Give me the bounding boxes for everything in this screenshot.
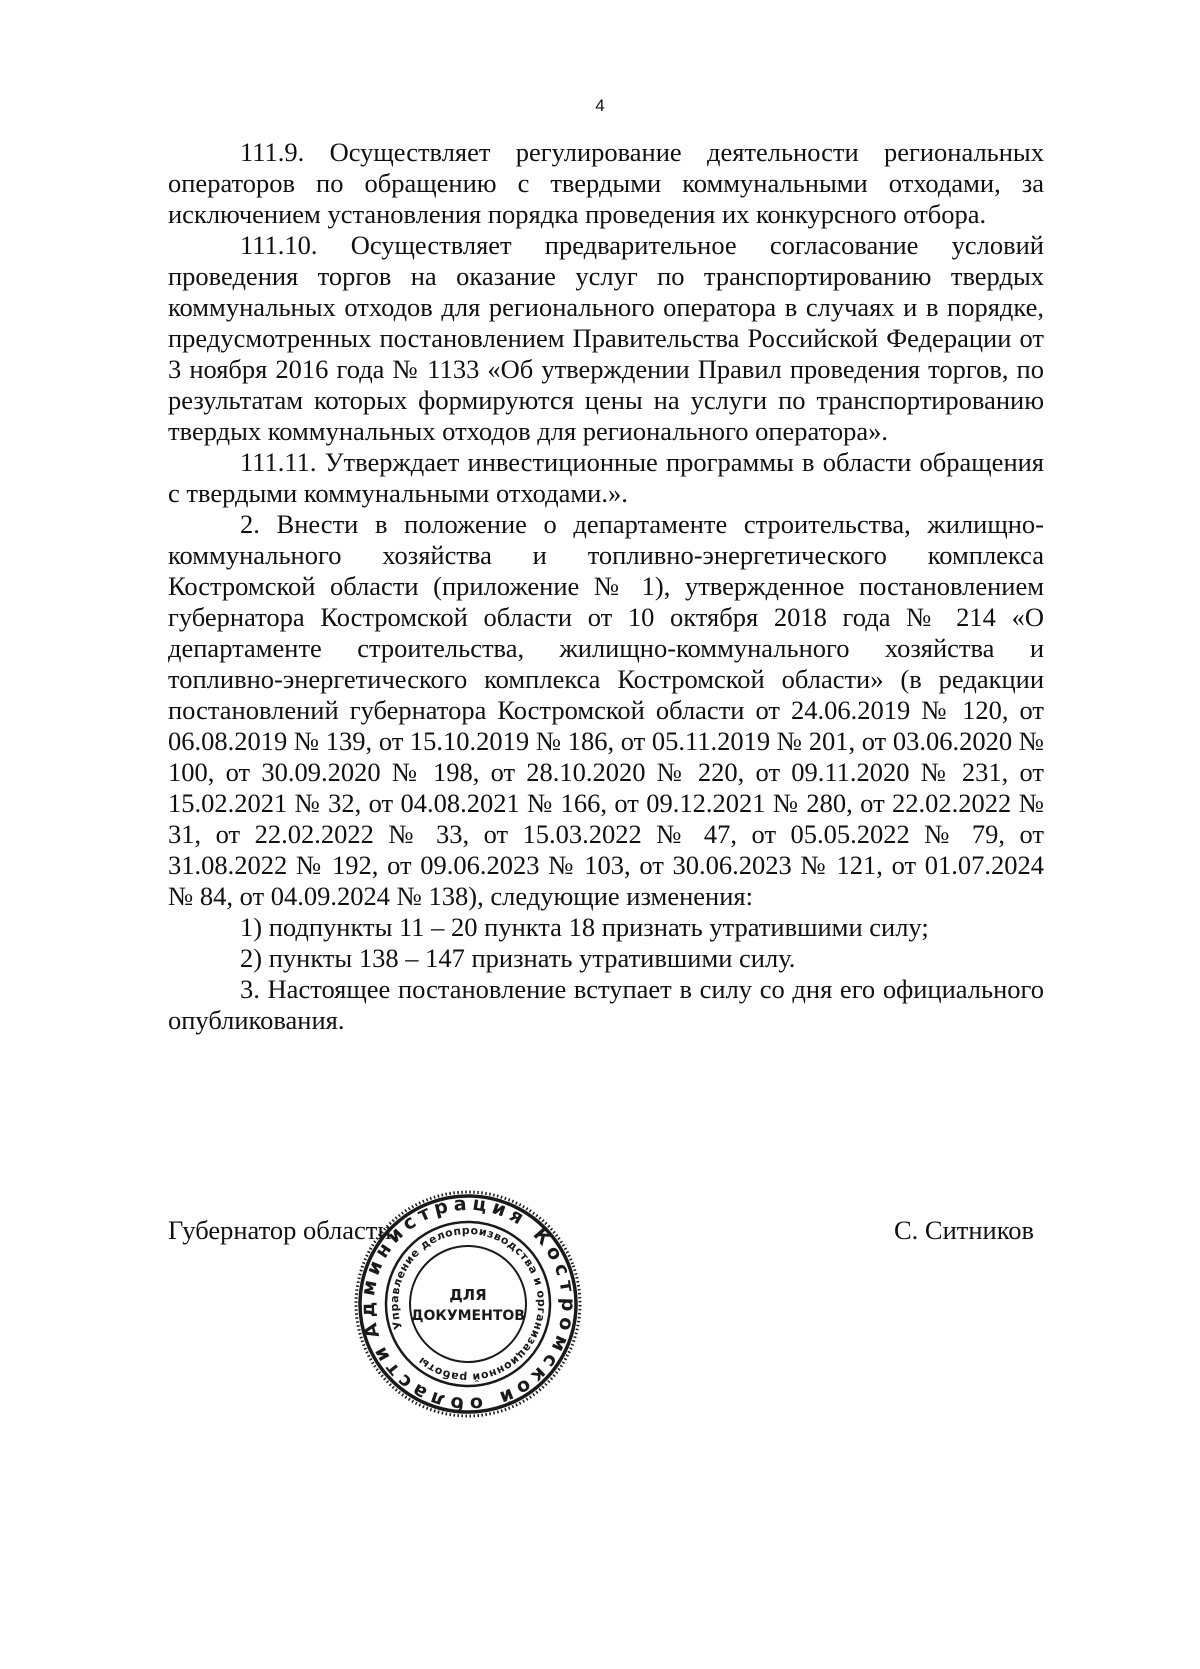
stamp-outer-text: Администрация Костромской области	[356, 1192, 580, 1416]
document-body	[168, 137, 1044, 1036]
paragraph-111-10: 111.10. Осуществляет предварительное согласование условий проведения торгов на оказание услуг по транспортированию твердых коммунальных отходов для регионального оператора в случаях и в порядке, предусмотренных постановлением Правительства Российской Федерации от 3 ноября 2016 года № 1133 «Об утверждении Правил проведения торгов, по результатам которых формируются цены на услуги по транспортированию твердых коммунальных отходов для регионального оператора».	[168, 230, 1044, 446]
paragraph-2-item-2: 2) пункты 138 – 147 признать утратившими силу.	[240, 943, 796, 973]
signatory-name: С. Ситников	[893, 1215, 1034, 1245]
paragraph-3: 3. Настоящее постановление вступает в силу со дня его официального опубликования.	[168, 974, 1044, 1035]
stamp-center-text-2: ДОКУМЕНТОВ	[411, 1308, 525, 1324]
stamp-center-text-1: ДЛЯ	[449, 1286, 487, 1304]
stamp-inner-text: Управление делопроизводства и организационной работы	[387, 1223, 549, 1385]
paragraph-111-9: 111.9. Осуществляет регулирование деятельности региональных операторов по обращению с твердыми коммунальными отходами, за исключением установления порядка проведения их конкурсного отбора.	[168, 137, 1044, 229]
paragraph-2-item-1: 1) подпункты 11 – 20 пункта 18 признать утратившими силу;	[240, 912, 929, 942]
official-seal-stamp	[352, 1188, 584, 1420]
paragraph-111-11: 111.11. Утверждает инвестиционные программы в области обращения с твердыми коммунальными отходами.».	[168, 447, 1044, 508]
page-number: 4	[595, 96, 605, 115]
signatory-position: Губернатор области	[168, 1215, 392, 1245]
paragraph-2: 2. Внести в положение о департаменте строительства, жилищно-коммунального хозяйства и топливно-энергетического комплекса Костромской области (приложение № 1), утвержденное постановлением губернатора Костромской области от 10 октября 2018 года № 214 «О департаменте строительства, жилищно-коммунального хозяйства и топливно-энергетического комплекса Костромской области» (в редакции постановлений губернатора Костромской области от 24.06.2019 № 120, от 06.08.2019 № 139, от 15.10.2019 № 186, от 05.11.2019 № 201, от 03.06.2020 № 100, от 30.09.2020 № 198, от 28.10.2020 № 220, от 09.11.2020 № 231, от 15.02.2021 № 32, от 04.08.2021 № 166, от 09.12.2021 № 280, от 22.02.2022 № 31, от 22.02.2022 № 33, от 15.03.2022 № 47, от 05.05.2022 № 79, от 31.08.2022 № 192, от 09.06.2023 № 103, от 30.06.2023 № 121, от 01.07.2024 № 84, от 04.09.2024 № 138), следующие изменения:	[168, 509, 1044, 911]
